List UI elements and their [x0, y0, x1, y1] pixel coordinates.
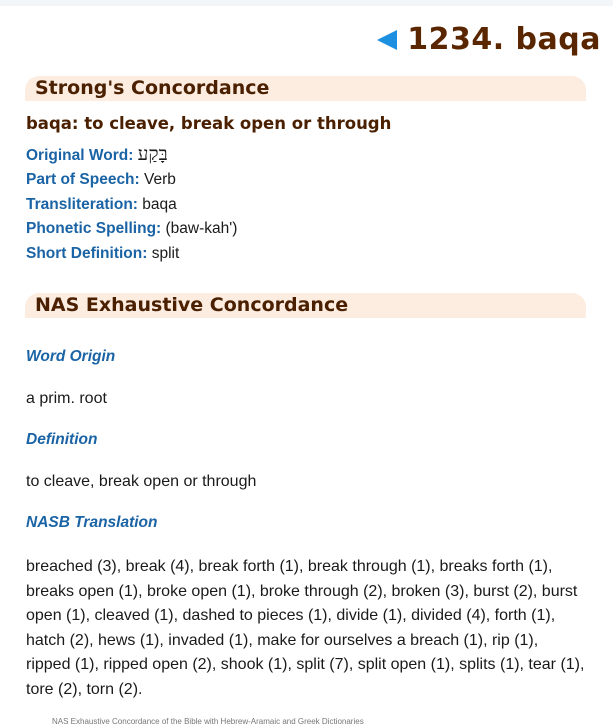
nasb-translation-text: breached (3), break (4), break forth (1), break through (1), breaks forth (1), breaks open (1), broke open (1), broke through (2), broken (3), burst (2), burst open (1), cleaved (1), dashed to pieces (1), divide (1), divided (4), forth (1), hatch (2), hews (1), invaded (1), make for ourselves a breach (1), rip (1), ripped (1), ripped open (2), shook (1), split (7), split open (1), splits (1), tear (1), tore (2), torn (2). [26, 558, 585, 698]
field-value: Verb [144, 171, 176, 188]
field-label: Original Word: [26, 147, 134, 164]
field-value: (baw-kah') [165, 220, 238, 237]
strongs-section-header: Strong's Concordance [25, 76, 586, 101]
nas-section-header: NAS Exhaustive Concordance [25, 293, 586, 318]
field-phonetic-spelling [26, 220, 237, 238]
field-value: בָּקַע [137, 143, 168, 165]
footer-citation: NAS Exhaustive Concordance of the Bible with Hebrew-Aramaic and Greek Dictionaries [52, 717, 364, 726]
word-origin-text: a prim. root [26, 390, 107, 407]
definition-text: to cleave, break open or through [26, 473, 257, 490]
field-label: Phonetic Spelling: [26, 220, 162, 237]
field-part-of-speech [26, 171, 176, 189]
strongs-headline: baqa: to cleave, break open or through [26, 114, 392, 133]
field-label: Short Definition: [26, 245, 148, 262]
field-original-word [26, 143, 168, 166]
field-label: Part of Speech: [26, 171, 140, 188]
field-label: Transliteration: [26, 196, 138, 213]
field-short-definition [26, 245, 179, 263]
definition-heading: Definition [26, 431, 98, 448]
entry-title: 1234. baqa [407, 22, 601, 57]
prev-arrow-icon[interactable] [377, 30, 397, 50]
field-value: baqa [142, 196, 177, 213]
top-strip [0, 0, 613, 6]
entry-header [377, 22, 601, 57]
nasb-translation-heading: NASB Translation [26, 514, 158, 531]
field-transliteration [26, 196, 177, 214]
field-value: split [151, 245, 180, 262]
word-origin-heading: Word Origin [26, 348, 116, 365]
